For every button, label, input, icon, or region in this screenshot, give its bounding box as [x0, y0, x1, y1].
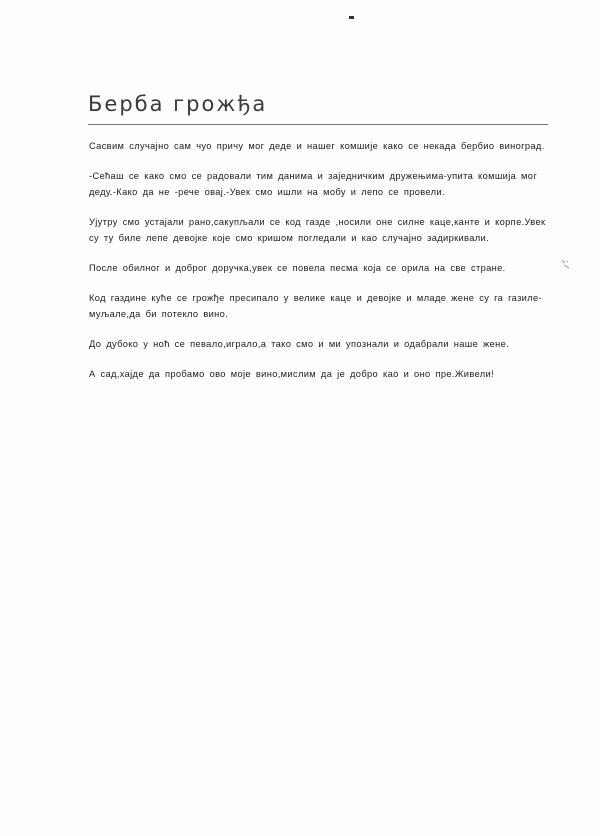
paragraph-4: После обилног и доброг доручка,увек се повела песма која се орила на све стране. — [89, 263, 506, 273]
document-title: Берба грожђа — [88, 92, 268, 116]
paragraph-6: До дубоко у ноћ се певало,играло,а тако смо и ми упознали и одабрали наше жене. — [89, 339, 510, 349]
title-block — [88, 90, 548, 125]
paragraph-7: А сад,хајде да пробамо ово моје вино,мислим да је добро као и оно пре.Живели! — [89, 369, 494, 379]
document-body — [89, 138, 549, 396]
scan-speck — [349, 16, 354, 19]
paragraph-3: Ујутру смо устајали рано,сакупљали се код газде ,носили оне силне каце,канте и корпе.Увек су ту биле лепе девојке које смо кришом погледали и као случајно задиркивали. — [89, 217, 546, 243]
paragraph-5: Код газдине куће се грожђе пресипало у велике каце и девојке и младе жене су га газиле-муљале,да би потекло вино. — [89, 293, 542, 319]
paragraph-2: -Сећаш се како смо се радовали тим данима и заједничким дружењима-упита комшија мог деду.-Како да не -рече овај.-Увек смо ишли на мобу и лепо се провели. — [89, 171, 538, 197]
pen-mark-icon — [560, 258, 572, 270]
title-underline — [88, 124, 548, 125]
paragraph-1: Сасвим случајно сам чуо причу мог деде и нашег комшије како се некада бербио виноград. — [89, 141, 545, 151]
